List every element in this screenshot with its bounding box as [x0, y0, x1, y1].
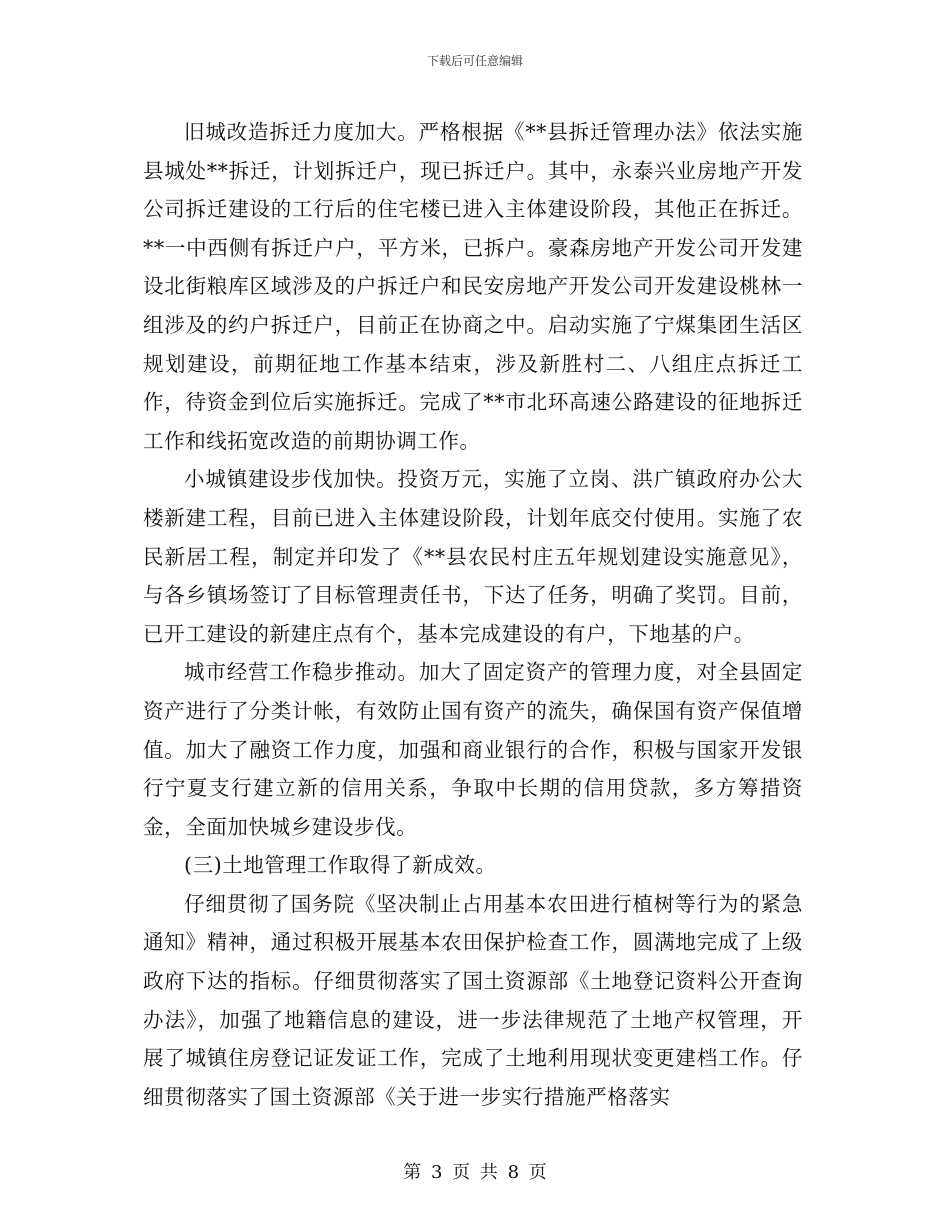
- page-number-footer: 第 3 页 共 8 页: [403, 1162, 547, 1183]
- paragraph-land-management: 仔细贯彻了国务院《坚决制止占用基本农田进行植树等行为的紧急通知》精神，通过积极开展基本农田保护检查工作，圆满地完成了上级政府下达的指标。仔细贯彻落实了国土资源部《土地登记资料公开查询办法》，加强了地籍信息的建设，进一步法律规范了土地产权管理，开展了城镇住房登记证发证工作，完成了土地利用现状变更建档工作。仔细贯彻落实了国土资源部《关于进一步实行措施严格落实: [143, 891, 803, 1109]
- paragraph-city-operation: 城市经营工作稳步推动。加大了固定资产的管理力度，对全县固定资产进行了分类计帐，有效防止国有资产的流失，确保国有资产保值增值。加大了融资工作力度，加强和商业银行的合作，积极与国家开发银行宁夏支行建立新的信用关系，争取中长期的信用贷款，多方筹措资金，全面加快城乡建设步伐。: [143, 660, 803, 839]
- document-body: [143, 113, 803, 1116]
- paragraph-old-city-renovation: 旧城改造拆迁力度加大。严格根据《**县拆迁管理办法》依法实施县城处**拆迁，计划拆迁户，现已拆迁户。其中，永泰兴业房地产开发公司拆迁建设的工行后的住宅楼已进入主体建设阶段，其他正在拆迁。**一中西侧有拆迁户户，平方米，已拆户。豪森房地产开发公司开发建设北街粮库区域涉及的户拆迁户和民安房地产开发公司开发建设桃林一组涉及的约户拆迁户，目前正在协商之中。启动实施了宁煤集团生活区规划建设，前期征地工作基本结束，涉及新胜村二、八组庄点拆迁工作，待资金到位后实施拆迁。完成了**市北环高速公路建设的征地拆迁工作和线拓宽改造的前期协调工作。: [143, 120, 803, 453]
- section-heading-land-management: (三)土地管理工作取得了新成效。: [184, 853, 497, 878]
- page-header: 下载后可任意编辑: [426, 54, 523, 68]
- paragraph-small-town-construction: 小城镇建设步伐加快。投资万元，实施了立岗、洪广镇政府办公大楼新建工程，目前已进入主体建设阶段，计划年底交付使用。实施了农民新居工程，制定并印发了《**县农民村庄五年规划建设实施意见》，与各乡镇场签订了目标管理责任书，下达了任务，明确了奖罚。目前，已开工建设的新建庄点有个，基本完成建设的有户，下地基的户。: [143, 467, 803, 646]
